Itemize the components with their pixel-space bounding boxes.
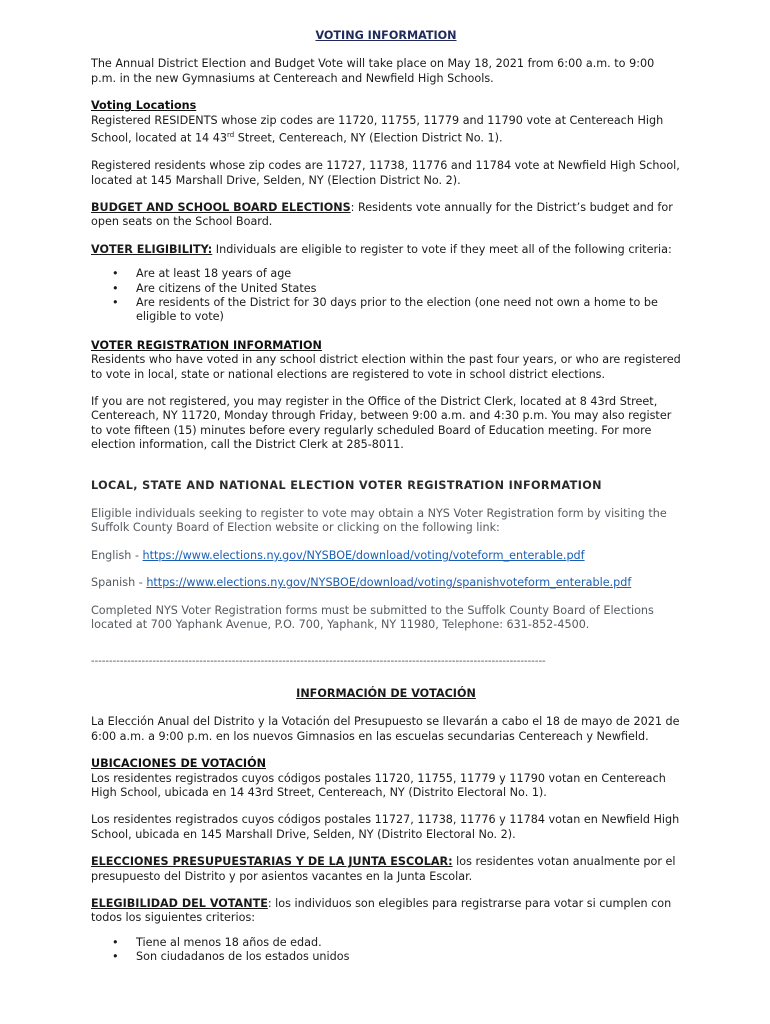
english-label: English - (91, 548, 143, 562)
eligibility-text: Individuals are eligible to register to vote if they meet all of the following criteria: (212, 242, 672, 256)
intro-paragraph: The Annual District Election and Budget Vote will take place on May 18, 2021 from 6:00 a.m. to 9:00 p.m. in the new Gymnasiums at Centereach and Newfield High Schools. (91, 57, 655, 85)
budget-text: : Residents vote annually for the District’s budget and for open seats on the School Board. (91, 200, 673, 229)
spanish-locations-heading: UBICACIONES DE VOTACIÓN (91, 757, 266, 771)
spanish-budget-heading: ELECCIONES PRESUPUESTARIAS Y DE LA JUNTA ESCOLAR: (91, 855, 453, 869)
page-title: VOTING INFORMATION (315, 29, 457, 42)
local-registration-paragraph: Eligible individuals seeking to register to vote may obtain a NYS Voter Registration form by visiting the Suffolk County Board of Election website or clicking on the following link: (91, 507, 667, 535)
eligibility-heading: VOTER ELIGIBILITY: (91, 242, 213, 256)
voting-locations-paragraph (91, 114, 681, 147)
bullet-icon: • (112, 950, 119, 964)
spanish-label: Spanish - (91, 576, 147, 590)
spanish-eligibility-paragraph (91, 897, 681, 926)
criterion-text: Are citizens of the United States (136, 281, 317, 295)
voting-locations-heading: Voting Locations (91, 99, 197, 113)
list-item (112, 267, 681, 281)
spanish-eligibility-text: : los individuos son elegibles para registrarse para votar si cumplen con todos los siguientes criterios: (91, 896, 672, 925)
spanish-eligibility-heading: ELEGIBILIDAD DEL VOTANTE (91, 896, 268, 910)
eligibility-criteria-list (91, 267, 681, 325)
eligibility-paragraph (91, 243, 681, 257)
list-item (112, 296, 681, 325)
list-item (112, 950, 681, 964)
english-form-link[interactable]: https://www.elections.ny.gov/NYSBOE/download/voting/voteform_enterable.pdf (142, 548, 585, 562)
bullet-icon: • (112, 296, 119, 310)
criterion-text: Are residents of the District for 30 days prior to the election (one need not own a home to be eligible to vote) (136, 296, 658, 324)
spanish-title: INFORMACIÓN DE VOTACIÓN (296, 686, 476, 700)
spanish-locations-paragraph: Los residentes registrados cuyos códigos postales 11720, 11755, 11779 y 11790 votan en Centereach High School, ubicada en 14 43rd Street, Centereach, NY (Distrito Electoral No. 1). (91, 771, 666, 799)
spanish-criteria-list (91, 936, 681, 965)
locations-text-part: Street, Centereach, NY (Election District No. 1). (234, 131, 503, 145)
criterion-text: Son ciudadanos de los estados unidos (136, 950, 350, 964)
list-item (112, 281, 681, 296)
registration-paragraph: Residents who have voted in any school district election within the past four years, or who are registered to vote in local, state or national elections are registered to vote in school district elections. (91, 353, 681, 381)
budget-paragraph (91, 201, 681, 230)
bullet-icon: • (112, 935, 119, 949)
local-registration-heading: LOCAL, STATE AND NATIONAL ELECTION VOTER REGISTRATION INFORMATION (91, 478, 602, 492)
spanish-budget-text: los residentes votan anualmente por el presupuesto del Distrito y por asientos vacantes en la Junta Escolar. (91, 855, 676, 883)
document-content (91, 29, 681, 979)
ordinal-superscript: rd (226, 131, 235, 140)
spanish-budget-paragraph (91, 855, 681, 884)
bullet-icon: • (112, 281, 119, 295)
registration-heading: VOTER REGISTRATION INFORMATION (91, 338, 322, 352)
section-divider: ------------------------------------------------------------------------------------------------------------------------------ (91, 655, 546, 667)
english-form-line (91, 549, 681, 563)
criterion-text: Tiene al menos 18 años de edad. (136, 935, 322, 949)
locations-text-part: Registered RESIDENTS whose zip codes are 11720, 11755, 11779 and 11790 vote at Centereach High School, located at 14 43 (91, 113, 664, 145)
spanish-locations-paragraph-2: Los residentes registrados cuyos códigos postales 11727, 11738, 11776 y 11784 votan en Newfield High School, ubicada en 145 Marshall Drive, Selden, NY (Distrito Electoral No. 2). (91, 813, 680, 841)
spanish-intro-paragraph: La Elección Anual del Distrito y la Votación del Presupuesto se llevarán a cabo el 18 de mayo de 2021 de 6:00 a.m. a 9:00 p.m. en los nuevos Gimnasios en las escuelas secundarias Centereach y Newfield. (91, 715, 680, 743)
budget-heading: BUDGET AND SCHOOL BOARD ELECTIONS (91, 200, 351, 214)
criterion-text: Are at least 18 years of age (136, 267, 292, 281)
spanish-form-link[interactable]: https://www.elections.ny.gov/NYSBOE/download/voting/spanishvoteform_enterable.pdf (146, 576, 632, 590)
completed-forms-paragraph: Completed NYS Voter Registration forms must be submitted to the Suffolk County Board of Elections located at 700 Yaphank Avenue, P.O. 700, Yaphank, NY 11980, Telephone: 631-852-4500. (91, 603, 654, 632)
voting-locations-paragraph-2: Registered residents whose zip codes are 11727, 11738, 11776 and 11784 vote at Newfield High School, located at 145 Marshall Drive, Selden, NY (Election District No. 2). (91, 159, 680, 187)
spanish-form-line (91, 576, 681, 590)
bullet-icon: • (112, 267, 119, 281)
list-item (112, 935, 681, 950)
registration-paragraph-2: If you are not registered, you may register in the Office of the District Clerk, located at 8 43rd Street, Centereach, NY 11720, Monday through Friday, between 9:00 a.m. and 4:30 p.m. You may also register to vote fifteen (15) minutes before every regularly scheduled Board of Education meeting. For more election information, call the District Clerk at 285-8011. (91, 395, 672, 452)
